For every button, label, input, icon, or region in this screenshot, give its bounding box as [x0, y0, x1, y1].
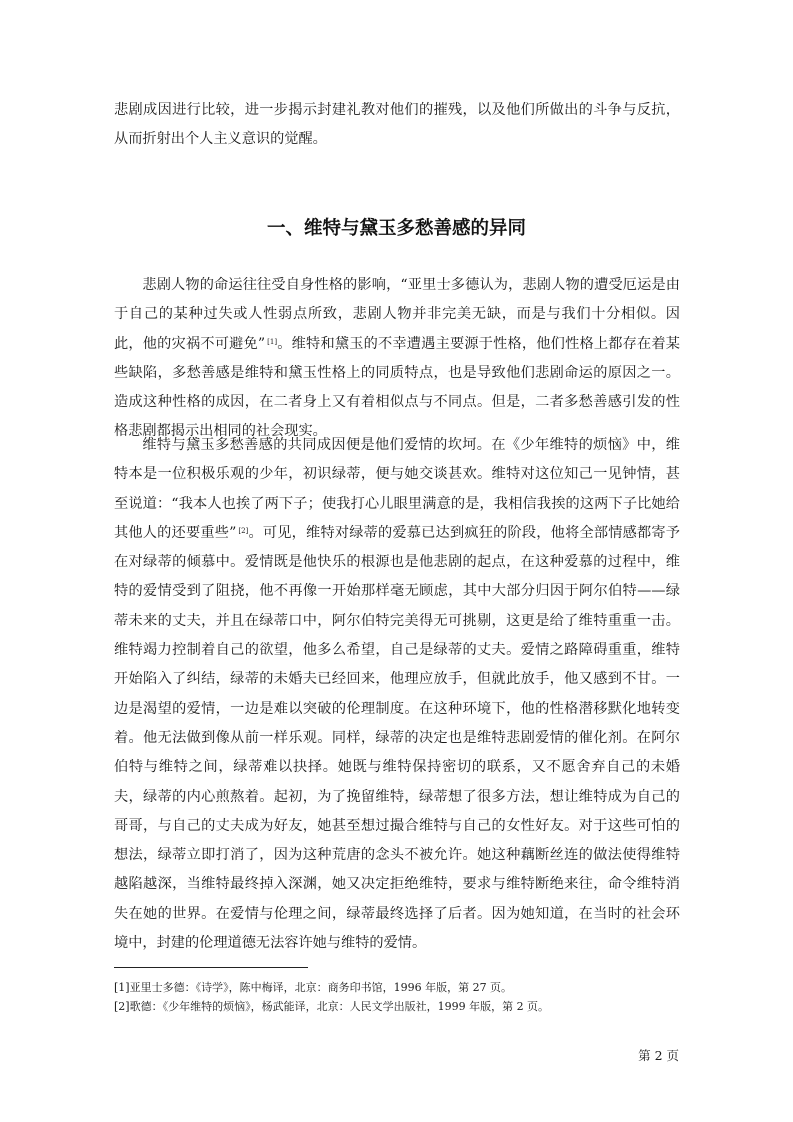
- footnote-1: [1]亚里士多德：《诗学》，陈中梅译，北京：商务印书馆，1996 年版，第 27 页。: [114, 981, 513, 994]
- footnote-2: [2]歌德：《少年维特的烦恼》，杨武能译，北京：人民文学出版社，1999 年版，第 2 页。: [114, 1000, 550, 1013]
- footnote-ref-1[interactable]: [1]: [267, 337, 278, 346]
- paragraph-2-text-b: 。可见，维特对绿蒂的爱慕已达到疯狂的阶段，他将全部情感都寄予在对绿蒂的倾慕中。爱情既是他快乐的根源也是他悲剧的起点，在这种爱慕的过程中，维特的爱情受到了阻挠，他不再像一开始那样毫无顾虑，其中大部分归因于阿尔伯特——绿蒂未来的丈夫，并且在绿蒂口中，阿尔伯特完美得无可挑剔，这更是给了维特重重一击。维特竭力控制着自己的欲望，他多么希望，自己是绿蒂的丈夫。爱情之路障碍重重，维特开始陷入了纠结，绿蒂的未婚夫已经回来，他理应放手，但就此放手，他又感到不甘。一边是渴望的爱情，一边是难以突破的伦理制度。在这种环境下，他的性格潜移默化地转变着。他无法做到像从前一样乐观。同样，绿蒂的决定也是维特悲剧爱情的催化剂。在阿尔伯特与维特之间，绿蒂难以抉择。她既与维特保持密切的联系，又不愿舍弃自己的未婚夫，绿蒂的内心煎熬着。起初，为了挽留维特，绿蒂想了很多方法，想让维特成为自己的哥哥，与自己的丈夫成为好友，她甚至想过撮合维特与自己的女性好友。对于这些可怕的想法，绿蒂立即打消了，因为这种荒唐的念头不被允许。她这种藕断丝连的做法使得维特越陷越深，当维特最终掉入深渊，她又决定拒绝维特，要求与维特断绝来往，命令维特消失在她的世界。在爱情与伦理之间，绿蒂最终选择了后者。因为她知道，在当时的社会环境中，封建的伦理道德无法容许她与维特的爱情。: [114, 524, 680, 952]
- paragraph-1-text-a: 悲剧人物的命运往往受自身性格的影响，“亚里士多德认为，悲剧人物的遭受厄运是由于自己的某种过失或人性弱点所致，悲剧人物并非完美无缺，而是与我们十分相似。因此，他的灾祸不可避免”: [114, 277, 680, 352]
- intro-paragraph: 悲剧成因进行比较，进一步揭示封建礼教对他们的摧残，以及他们所做出的斗争与反抗，从而折射出个人主义意识的觉醒。: [114, 102, 680, 148]
- page-number: 第 2 页: [638, 1048, 679, 1063]
- body-paragraph-2: [114, 431, 680, 958]
- section-heading: 一、维特与黛玉多愁善感的异同: [266, 218, 526, 239]
- paragraph-2-text-a: 维特与黛玉多愁善感的共同成因便是他们爱情的坎坷。在《少年维特的烦恼》中，维特本是一位积极乐观的少年，初识绿蒂，便与她交谈甚欢。维特对这位知己一见钟情，甚至说道：“我本人也挨了两下子；使我打心儿眼里满意的是，我相信我挨的这两下子比她给其他人的还要重些”: [114, 437, 680, 541]
- footnote-ref-2[interactable]: [2]: [238, 526, 249, 535]
- paragraph-1-text-b: 。维特和黛玉的不幸遭遇主要源于性格，他们性格上都存在着某些缺陷，多愁善感是维特和黛玉性格上的同质特点，也是导致他们悲剧命运的原因之一。造成这种性格的成因，在二者身上又有着相似点与不同点。但是，二者多愁善感引发的性格悲剧都揭示出相同的社会现实。: [114, 335, 680, 440]
- body-paragraph-1: [114, 271, 680, 447]
- footnote-divider: [114, 967, 308, 968]
